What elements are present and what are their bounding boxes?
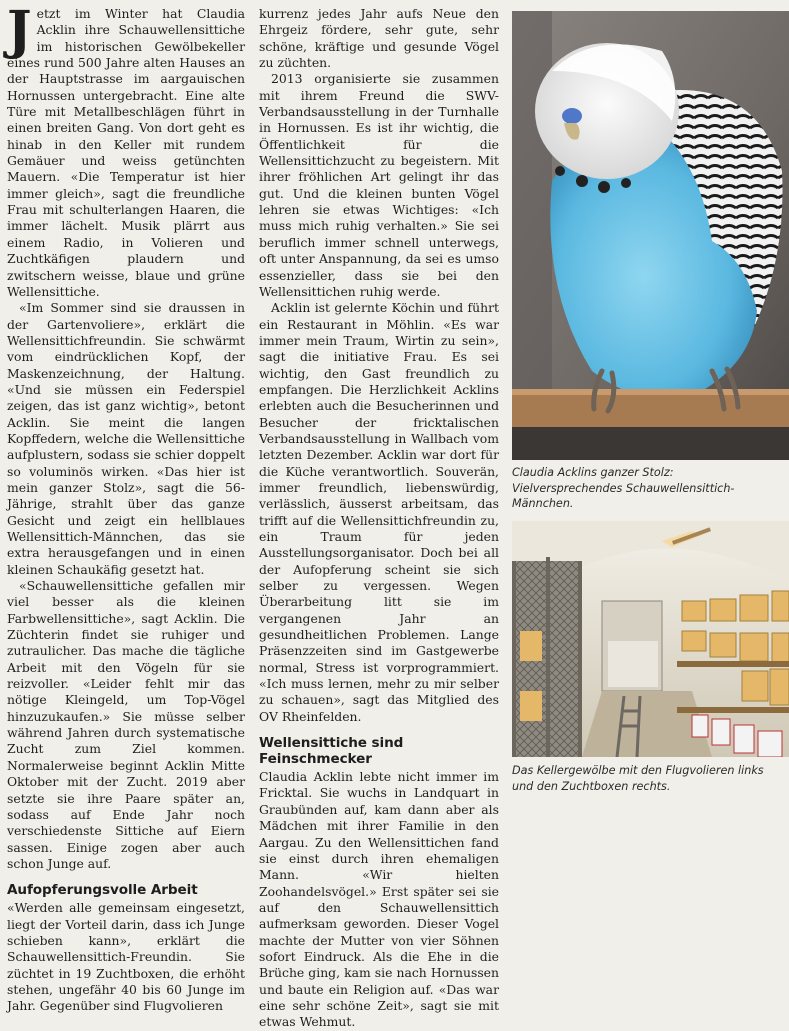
paragraph: etzt im Winter hat Claudia Acklin ihre Schauwellensittiche im historischen Gewölbekeller eines rund 500 Jahre alten Hauses an der Hauptstrasse im aargauischen Hornussen untergebracht. Eine alte Türe mit Metallbeschlägen führt in einen breiten Gang. Von dort geht es hinab in den Keller mit rundem Gemäuer und weiss getünchten Mauern. «Die Temperatur ist hier immer gleich», sagt die freundliche Frau mit schulterlangen Haaren, die immer lächelt. Musik plärrt aus einem Radio, in Volieren und Zuchtkäfigen plaudern und zwitschern weisse, blaue und grüne Wellensittiche. [7, 6, 245, 299]
article-column-1 [7, 0, 245, 1015]
section-heading: Wellensittiche sind Feinschmecker [259, 735, 404, 768]
article-column-2 [259, 6, 499, 1031]
cellar-photo [512, 521, 789, 757]
photo-caption: Claudia Acklins ganzer Stolz: Vielversprechendes Schauwellensittich-Männchen. [512, 466, 735, 510]
drop-cap: J [7, 0, 32, 61]
paragraph: «Im Sommer sind sie draussen in der Gartenvoliere», erklärt die Wellensittichfreundin. Sie schwärmt vom eindrücklichen Kopf, der Maskenzeichnung, der Haltung. «Und sie müssen ein Federspiel zeigen, das ist ganz wichtig», betont Acklin. Sie meint die langen Kopffedern, welche die Wellensittiche aufplustern, sodass sie schier doppelt so voluminös wirken. «Das hier ist mein ganzer Stolz», sagt die 56-Jährige, strahlt über das ganze Gesicht und zeigt ein hellblaues Wellensittich-Männchen, das sie extra herausgefangen und in einen kleinen Schaukäfig gesetzt hat. [7, 300, 245, 577]
section-heading: Aufopferungsvolle Arbeit [7, 882, 198, 899]
paragraph: 2013 organisierte sie zusammen mit ihrem Freund die SWV-Verbandsausstellung in der Turnhalle in Hornussen. Es ist ihr wichtig, die Öffentlichkeit für die Wellensittichzucht zu begeistern. Mit ihrer fröhlichen Art gelingt ihr das gut. Und die kleinen bunten Vögel lehren sie etwas Wichtiges: «Ich muss mich ruhig verhalten.» Sie sei beruflich immer schnell unterwegs, oft unter Anspannung, da sei es umso essenzieller, dass sie bei den Wellensittichen ruhig werde. [259, 71, 499, 299]
photo-caption: Das Kellergewölbe mit den Flugvolieren links und den Zuchtboxen rechts. [512, 764, 764, 793]
paragraph: «Schauwellensittiche gefallen mir viel besser als die kleinen Farbwellensittiche», sagt Acklin. Die Züchterin findet sie ruhiger und zutraulicher. Das mache die tägliche Arbeit mit den Vögeln für sie reizvoller. «Leider fehlt mir das nötige Kleingeld, um Top-Vögel hinzuzukaufen.» Sie müsse selber während Jahren durch systematische Zucht zum Ziel kommen. Normalerweise beginnt Acklin Mitte Oktober mit der Zucht. 2019 aber setzte sie ihre Paare später an, sodass auf Ende Jahr noch verschiedenste Sittiche auf Eiern sassen. Einige zogen aber auch schon Junge auf. [7, 578, 245, 871]
paragraph: Claudia Acklin lebte nicht immer im Fricktal. Sie wuchs in Landquart in Graubünden auf, kam dann aber als Mädchen mit ihrer Familie in den Aargau. Zu den Wellensittichen fand sie einst durch ihren ehemaligen Mann. «Wir hielten Zoohandelsvögel.» Erst später sei sie auf den Schauwellensittich aufmerksam geworden. Dieser Vogel machte der Mutter von vier Söhnen sofort Eindruck. Als die Ehe in die Brüche ging, kam sie nach Hornussen und baute ein Religion auf. «Das war eine sehr schöne Zeit», sagt sie mit etwas Wehmut. [259, 769, 499, 1030]
paragraph: Acklin ist gelernte Köchin und führt ein Restaurant in Möhlin. «Es war immer mein Traum, Wirtin zu sein», sagt die initiative Frau. Es sei wichtig, den Gast freundlich zu empfangen. Die Herzlichkeit Acklins erlebten auch die Besucherinnen und Besucher der fricktalischen Verbandsausstellung in Wallbach vom letzten Dezember. Acklin war dort für die Küche verantwortlich. Souverän, immer freundlich, liebenswürdig, verlässlich, äusserst arbeitsam, das trifft auf die Wellensittichfreundin zu, ein Traum für jeden Ausstellungsorganisator. Doch bei all der Aufopferung scheint sie sich selber zu vergessen. Wegen Überarbeitung litt sie im vergangenen Jahr an gesundheitlichen Problemen. Lange Präsenzzeiten sind im Gastgewerbe normal, Stress ist vorprogrammiert. «Ich muss lernen, mehr zu mir selber zu schauen», sagt das Mitglied des OV Rheinfelden. [259, 300, 499, 724]
budgie-photo [512, 11, 789, 460]
paragraph: «Werden alle gemeinsam eingesetzt, liegt der Vorteil darin, dass ich Junge schieben kann», erklärt die Schauwellensittich-Freundin. Sie züchtet in 19 Zuchtboxen, die erhöht stehen, ungefähr 40 bis 60 Junge im Jahr. Gegenüber sind Flugvolieren [7, 900, 245, 1014]
paragraph: kurrenz jedes Jahr aufs Neue den Ehrgeiz fördere, sehr gute, sehr schöne, kräftige und gesunde Vögel zu züchten. [259, 6, 499, 71]
